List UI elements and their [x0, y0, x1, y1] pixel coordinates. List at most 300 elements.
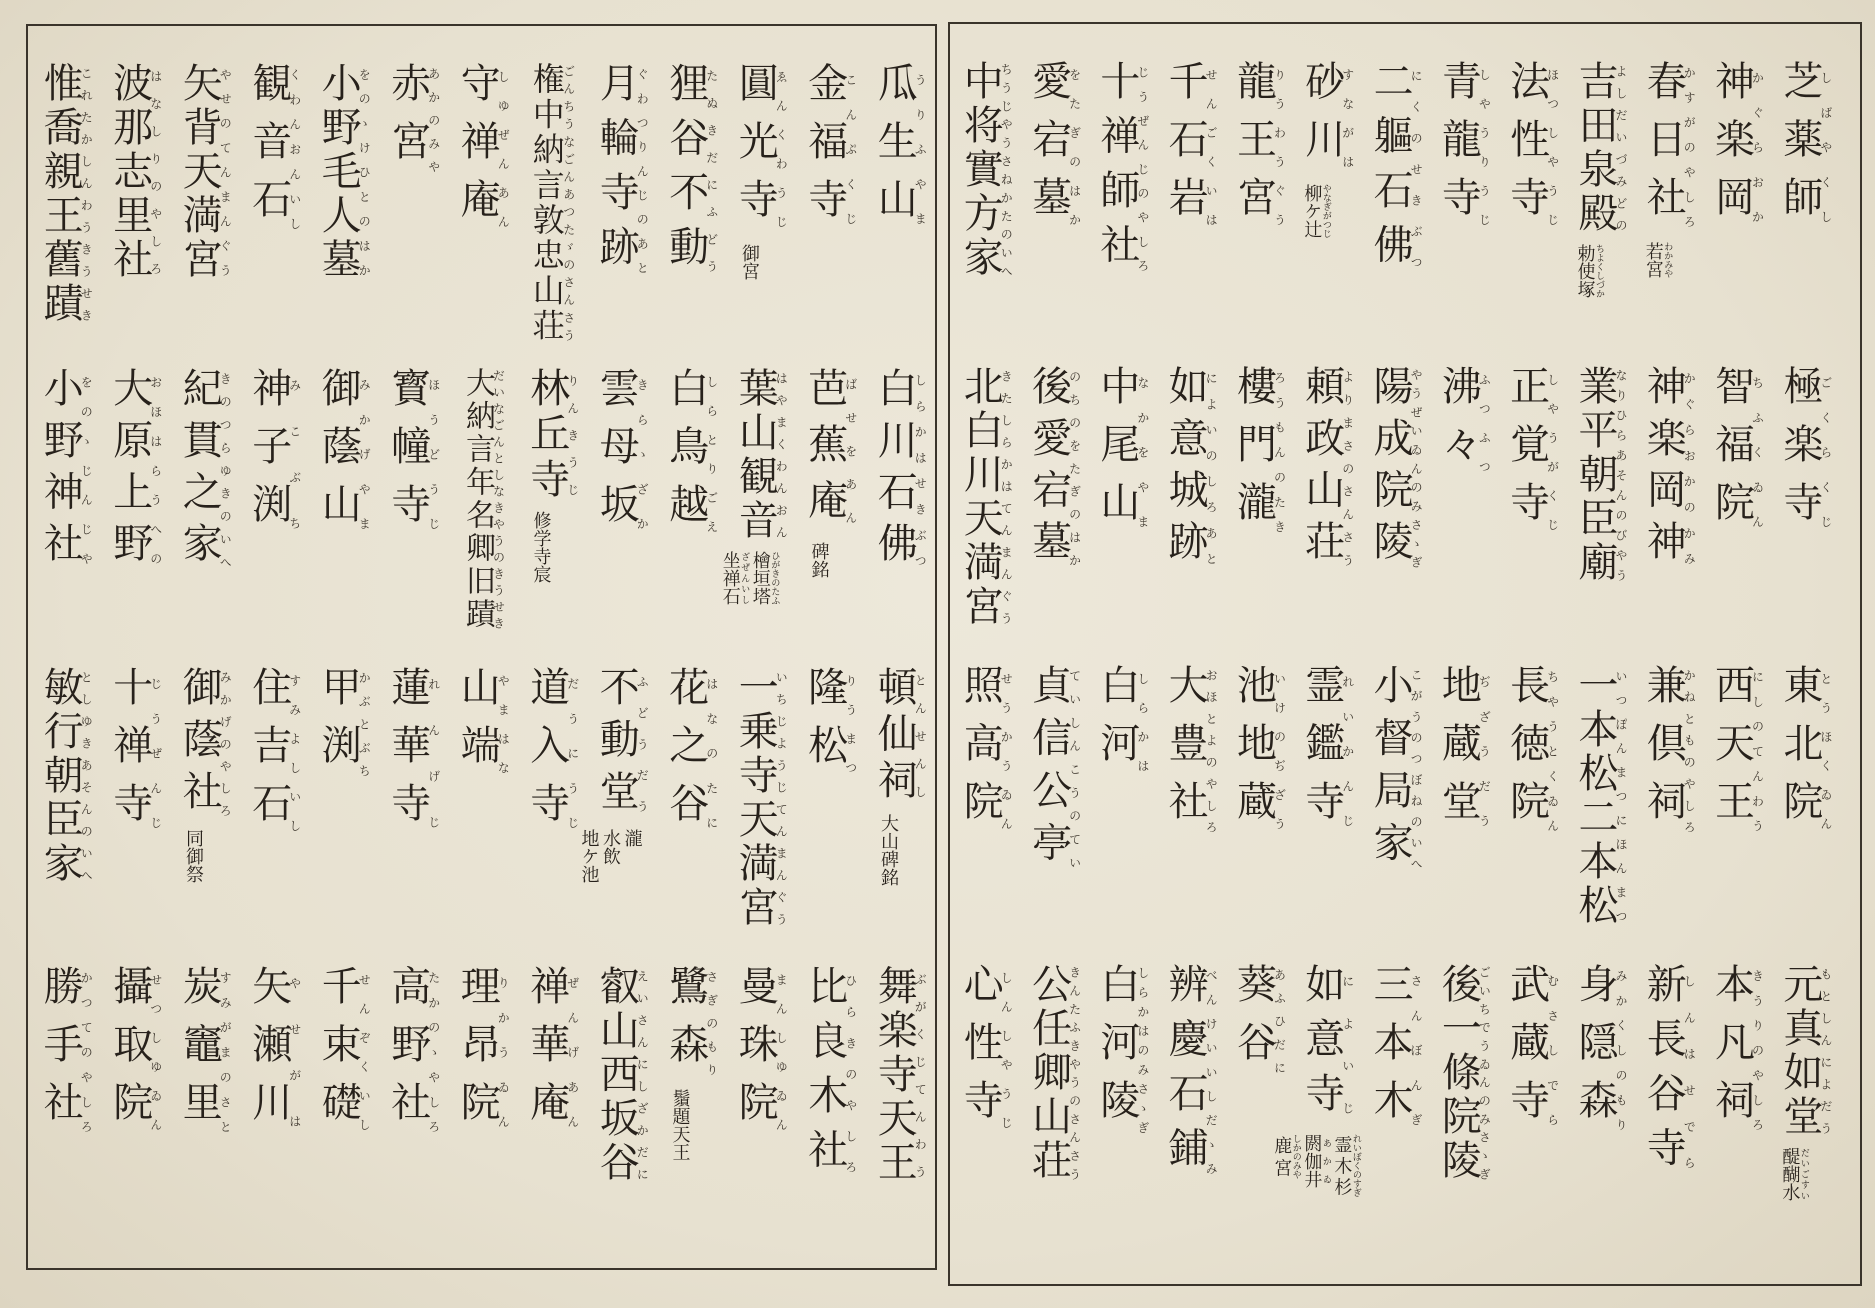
place-reading: によいのしろあと: [1204, 365, 1219, 572]
place-name-ruby: [662, 965, 719, 1081]
place-entry: [1703, 60, 1771, 360]
place-name-ruby: [1708, 963, 1765, 1137]
place-name-ruby: [523, 965, 580, 1139]
place-entry: [310, 367, 380, 652]
place-name-ruby: [245, 367, 302, 541]
place-reading: しらかは: [1135, 664, 1150, 780]
place-name: [527, 62, 576, 344]
place-entry: [101, 62, 171, 362]
place-entry: [1157, 664, 1225, 954]
place-entry: [32, 965, 102, 1265]
place-name: [37, 666, 94, 886]
place-name: [1162, 60, 1219, 234]
place-name-text: 霊鑑寺: [1298, 664, 1345, 838]
place-name-ruby: [454, 666, 511, 782]
place-reading: しらかはのみさゝぎ: [1135, 963, 1150, 1137]
place-name-ruby: [957, 963, 1014, 1137]
place-note-ruby: [531, 511, 552, 583]
place-entry: [866, 62, 936, 362]
place-name-text: 勝手社: [37, 965, 84, 1139]
place-name-text: 法性寺: [1503, 60, 1550, 234]
place-reading: これたかしんわうきうせき: [79, 62, 94, 326]
place-name-ruby: [662, 62, 719, 280]
place-name-ruby: [662, 367, 719, 541]
place-name-text: 矢背天満宮: [176, 62, 223, 282]
place-entry: [518, 666, 588, 956]
place-notes: [719, 551, 779, 605]
right-page: [948, 22, 1862, 1286]
place-name-ruby: [871, 367, 928, 574]
place-reading: しんしやうじ: [999, 963, 1014, 1137]
place-entry: [1362, 963, 1430, 1263]
place-entry: [1225, 365, 1293, 650]
place-note-reading: しかのみや: [1290, 1133, 1301, 1179]
place-entry: [32, 666, 102, 956]
place-name-text: 照高院: [957, 664, 1004, 838]
place-note: [621, 829, 643, 883]
place-entry: [171, 62, 241, 362]
place-reading: おほとよのやしろ: [1204, 664, 1219, 838]
place-entry: [588, 62, 658, 362]
place-reading: りんきうじ: [565, 367, 580, 503]
place-reading: しゆぜんあん: [496, 62, 511, 236]
place-name: [1367, 963, 1424, 1137]
place-name: [315, 62, 372, 282]
place-reading: みかげのやしろ: [218, 666, 233, 822]
place-reading: みかげやま: [357, 367, 372, 541]
place-name-ruby: [1025, 664, 1082, 874]
place-entry: [796, 62, 866, 362]
place-name-ruby: [37, 367, 94, 574]
place-entry: [1772, 365, 1840, 650]
place-entry: [588, 965, 658, 1265]
place-name-text: 地蔵堂: [1435, 664, 1482, 838]
place-name: [732, 666, 789, 930]
place-note: [599, 829, 621, 883]
place-name-text: 芝薬師: [1776, 60, 1823, 234]
place-name-ruby: [1025, 963, 1082, 1183]
place-reading: きのつらゆきのいへ: [218, 367, 233, 574]
place-name-text: 新長谷寺: [1640, 963, 1687, 1181]
place-reading: をのゝじんじや: [79, 367, 94, 574]
place-name: [106, 367, 163, 574]
place-entry: [1157, 60, 1225, 360]
place-reading: せつしゆゐん: [148, 965, 163, 1139]
place-entry: [952, 60, 1020, 360]
place-name-ruby: [1298, 664, 1355, 838]
place-name-ruby: [1162, 60, 1219, 234]
place-name-text: 芭蕉庵: [801, 367, 848, 535]
place-entry: [657, 367, 727, 652]
place-note-text: 水飲: [600, 829, 622, 866]
place-name-ruby: [454, 62, 511, 236]
place-name: [871, 367, 928, 574]
place-notes: [738, 244, 760, 280]
place-name: [1571, 365, 1628, 585]
place-entry: [171, 965, 241, 1265]
place-name-ruby: [1571, 664, 1628, 928]
place-name: [106, 666, 163, 840]
left-page: [26, 24, 937, 1270]
place-name: [871, 965, 928, 1185]
place-name-text: 沸々: [1435, 365, 1482, 481]
place-notes: [877, 814, 899, 886]
place-entry: [240, 62, 310, 362]
place-reading: きらゝざか: [635, 367, 650, 541]
place-name-ruby: [732, 965, 789, 1139]
place-name-text: 西天王: [1708, 664, 1755, 838]
place-note-text: 御宮: [739, 244, 761, 280]
place-name-text: 赤宮: [384, 62, 431, 178]
place-name-ruby: [1640, 664, 1697, 838]
place-reading: はなのたに: [704, 666, 719, 840]
place-entry: [1430, 963, 1498, 1263]
place-name: [176, 965, 233, 1139]
place-name-ruby: [37, 62, 94, 326]
place-name-ruby: [801, 965, 858, 1183]
place-reading: えいさんにしざかだに: [635, 965, 650, 1185]
place-name-ruby: [106, 62, 163, 282]
place-name-text: 中尾山: [1093, 365, 1140, 539]
place-reading: いけのぢざう: [1272, 664, 1287, 838]
place-name: [662, 965, 719, 1081]
place-name-ruby: [1025, 60, 1082, 234]
place-reading: ちうじやうさねかたのいへ: [999, 60, 1014, 280]
place-entry: [952, 664, 1020, 954]
place-name-ruby: [871, 666, 928, 806]
place-name-ruby: [37, 965, 94, 1139]
place-name-ruby: [1367, 60, 1424, 278]
place-name-text: 権中納言敦忠山荘: [527, 62, 566, 344]
place-name: [1298, 365, 1355, 572]
place-name: [801, 62, 858, 236]
place-reading: とうほくゐん: [1818, 664, 1833, 838]
place-name-text: 長徳院: [1503, 664, 1550, 838]
place-name: [384, 666, 441, 840]
place-name: [37, 62, 94, 326]
place-note: [578, 829, 600, 883]
place-reading: うりふやま: [913, 62, 928, 236]
place-entry: [1294, 664, 1362, 954]
place-name-text: 葵谷: [1230, 963, 1277, 1079]
place-name-ruby: [871, 965, 928, 1185]
place-name: [462, 367, 505, 631]
place-note-ruby: [749, 551, 780, 605]
place-entry: [578, 666, 658, 956]
place-name-text: 敏行朝臣家: [37, 666, 84, 886]
place-name-text: 鷺森: [662, 965, 709, 1081]
place-name-text: 山端: [454, 666, 501, 782]
place-name: [245, 62, 302, 236]
place-entry: [1089, 664, 1157, 954]
place-name-text: 舞楽寺天王: [871, 965, 918, 1185]
place-name-ruby: [37, 666, 94, 886]
place-reading: いちじようじてんまんぐう: [774, 666, 789, 930]
place-reading: しんはせでら: [1682, 963, 1697, 1181]
place-name: [662, 367, 719, 541]
place-reading: かすがのやしろ: [1682, 60, 1697, 234]
place-entry: [1430, 664, 1498, 954]
place-notes: [669, 1089, 691, 1161]
place-notes: [1642, 242, 1672, 278]
place-reading: すみよしいし: [287, 666, 302, 840]
place-note-ruby: [1779, 1147, 1809, 1201]
place-reading: ちふくゐん: [1750, 365, 1765, 539]
place-name-text: 理昂院: [454, 965, 501, 1139]
place-name-text: 葉山観音: [732, 367, 779, 543]
place-name-ruby: [315, 62, 372, 282]
place-name-ruby: [1093, 60, 1150, 278]
place-name: [384, 367, 441, 541]
place-name-text: 砂川: [1298, 60, 1345, 176]
place-entry: [866, 367, 936, 652]
place-name-ruby: [1503, 664, 1560, 838]
place-entry: [1635, 365, 1703, 650]
place-name-text: 神楽岡: [1708, 60, 1755, 234]
place-entry: [171, 367, 241, 652]
place-name-text: 陽成院陵: [1367, 365, 1414, 572]
place-name-ruby: [1776, 963, 1833, 1139]
place-name: [523, 666, 580, 840]
place-name-ruby: [384, 965, 441, 1139]
place-entry: [1157, 365, 1225, 650]
place-name-ruby: [957, 664, 1014, 838]
place-reading: かぐらおかのかみ: [1682, 365, 1697, 572]
place-entry: [1020, 963, 1088, 1263]
place-name-ruby: [384, 367, 441, 541]
place-note-reading: あかゐ: [1320, 1133, 1331, 1188]
place-name-ruby: [1230, 365, 1287, 539]
place-reading: かねとものやしろ: [1682, 664, 1697, 838]
place-name-ruby: [106, 666, 163, 840]
place-name: [1162, 365, 1219, 572]
tier-1: [950, 60, 1860, 360]
place-reading: よりまさのさんさう: [1340, 365, 1355, 572]
place-name-text: 攝取院: [106, 965, 153, 1139]
place-name-ruby: [801, 666, 858, 782]
place-name: [957, 664, 1014, 838]
place-note-text: 醍醐水: [1779, 1147, 1801, 1201]
place-name-ruby: [1571, 963, 1628, 1137]
place-name-ruby: [957, 365, 1014, 629]
place-name-ruby: [1093, 963, 1150, 1137]
place-reading: しやうりうじ: [1477, 60, 1492, 234]
place-name: [1708, 365, 1765, 539]
place-entry: [1703, 963, 1771, 1263]
place-entry: [1567, 963, 1635, 1263]
place-entry: [310, 965, 380, 1265]
place-name: [732, 367, 789, 543]
place-entry: [449, 367, 519, 652]
place-name-text: 道入寺: [523, 666, 570, 840]
place-name-text: 寳幢寺: [384, 367, 431, 541]
place-entry: [1225, 963, 1293, 1263]
place-name: [801, 965, 858, 1183]
place-name: [871, 666, 928, 806]
place-name-ruby: [1162, 664, 1219, 838]
place-entry: [1499, 963, 1567, 1263]
place-name-ruby: [1367, 664, 1424, 874]
place-name-text: 隆松: [801, 666, 848, 782]
place-name-ruby: [527, 62, 576, 344]
place-reading: すながは: [1340, 60, 1355, 176]
place-entry: [379, 367, 449, 652]
place-name-text: 雲母坂: [593, 367, 640, 541]
place-name-text: 蓮華寺: [384, 666, 431, 840]
tier-2: [950, 365, 1860, 650]
place-entry: [240, 965, 310, 1265]
place-name-text: 瓜生山: [871, 62, 918, 236]
place-entry: [1772, 664, 1840, 954]
place-name-text: 正覚寺: [1503, 365, 1550, 539]
place-name: [1093, 365, 1150, 539]
place-name-ruby: [1435, 664, 1492, 838]
place-note-ruby: [878, 814, 899, 886]
place-name: [1093, 60, 1150, 278]
place-reading: ぶがくじてんわう: [913, 965, 928, 1185]
place-note-ruby: [622, 829, 643, 847]
place-name: [1367, 365, 1424, 572]
place-name-ruby: [732, 62, 789, 236]
place-name-text: 公任卿山荘: [1025, 963, 1072, 1183]
place-name: [1503, 365, 1560, 539]
place-name-ruby: [523, 666, 580, 840]
place-entry: [727, 62, 797, 362]
tier-2: [28, 367, 935, 652]
place-name: [1230, 664, 1287, 838]
place-name-text: 禅華庵: [523, 965, 570, 1139]
place-notes: [578, 829, 643, 883]
place-entry: [518, 367, 588, 652]
place-name-ruby: [593, 666, 650, 822]
place-reading: まんしゆゐん: [774, 965, 789, 1139]
place-entry: [1499, 664, 1567, 954]
place-note-text: 修学寺宸: [530, 510, 552, 583]
place-name-ruby: [1708, 60, 1765, 234]
place-name: [1230, 365, 1287, 539]
place-note-ruby: [719, 551, 750, 605]
place-name: [37, 367, 94, 574]
place-name-text: 頓仙祠: [871, 666, 918, 806]
place-reading: ごくらくじ: [1818, 365, 1833, 539]
place-name-text: 守禅庵: [454, 62, 501, 236]
place-entry: [379, 666, 449, 956]
place-name-ruby: [732, 666, 789, 930]
place-reading: ぐわつりんじのあと: [635, 62, 650, 280]
place-name-text: 林丘寺: [523, 367, 570, 503]
place-name: [1571, 664, 1628, 928]
place-name: [523, 367, 580, 503]
place-name-text: 神楽岡神: [1640, 365, 1687, 572]
place-name: [176, 367, 233, 574]
place-note: [669, 1089, 691, 1161]
place-entry: [796, 965, 866, 1265]
place-name: [1298, 664, 1355, 838]
place-name-ruby: [1503, 963, 1560, 1137]
place-entry: [1430, 60, 1498, 360]
place-name-text: 曼珠院: [732, 965, 779, 1139]
place-name: [1503, 664, 1560, 838]
place-reading: じうぜんじ: [148, 666, 163, 840]
place-name-text: 十禅寺: [106, 666, 153, 840]
place-reading: あかのみや: [426, 62, 441, 178]
place-reading: ゑんくわうじ: [774, 62, 789, 236]
place-name: [1708, 963, 1765, 1137]
place-name: [454, 666, 511, 782]
place-name: [454, 965, 511, 1139]
place-entry: [952, 963, 1020, 1263]
place-reading: ふどうだう: [635, 666, 650, 822]
place-reading: やまはな: [496, 666, 511, 782]
place-note-text: 地ケ池: [578, 829, 600, 884]
place-name: [1230, 963, 1287, 1079]
place-entry: [1089, 365, 1157, 650]
place-note-reading: やなぎがつじ: [1320, 184, 1331, 238]
place-name-text: 智福院: [1708, 365, 1755, 539]
place-name-ruby: [176, 62, 233, 282]
place-name: [871, 62, 928, 236]
place-name-ruby: [245, 965, 302, 1139]
place-reading: ちやうとくゐん: [1545, 664, 1560, 838]
place-entry: [657, 965, 727, 1265]
place-name: [1640, 60, 1697, 234]
place-name-text: 炭竈里: [176, 965, 223, 1139]
place-entry: [1499, 365, 1567, 650]
place-reading: こんぷくじ: [843, 62, 858, 236]
place-reading: ふつふつ: [1477, 365, 1492, 481]
place-name-ruby: [1367, 365, 1424, 572]
place-note-ruby: [1574, 244, 1604, 298]
place-entry: [1703, 664, 1771, 954]
place-name-ruby: [454, 965, 511, 1139]
place-name-ruby: [1162, 365, 1219, 572]
place-name: [1571, 60, 1628, 236]
place-entry: [518, 965, 588, 1265]
place-reading: はやまくわんおん: [774, 367, 789, 543]
place-note-text: 鬚題天王: [669, 1089, 691, 1161]
place-name-ruby: [1503, 60, 1560, 234]
place-name-text: 龍王宮: [1230, 60, 1277, 234]
place-name-text: 如意城跡: [1162, 365, 1209, 572]
place-name-ruby: [1708, 664, 1765, 838]
place-entry: [796, 666, 866, 956]
place-name-text: 心性寺: [957, 963, 1004, 1137]
place-name: [245, 666, 302, 840]
place-name: [1776, 60, 1833, 234]
place-reading: かぐらおか: [1750, 60, 1765, 234]
place-entry: [1294, 60, 1362, 360]
place-reading: をたぎのはか: [1067, 60, 1082, 234]
place-note: [749, 551, 779, 605]
place-entry: [101, 965, 171, 1265]
place-note: [1574, 244, 1604, 298]
place-name-text: 如意寺: [1298, 963, 1345, 1126]
place-entry: [310, 666, 380, 956]
place-entry: [518, 62, 588, 362]
place-name-ruby: [384, 62, 441, 178]
place-notes: [530, 511, 552, 583]
place-entry: [727, 965, 797, 1265]
place-entry: [1020, 365, 1088, 650]
place-name-text: 池地蔵: [1230, 664, 1277, 838]
place-name: [315, 666, 372, 782]
place-reading: さぎのもり: [704, 965, 719, 1081]
place-name: [593, 367, 650, 541]
place-reading: ごんちうなごんあつたゞのさんさう: [561, 62, 576, 344]
place-name-text: 一本松二本松: [1571, 664, 1618, 928]
place-name-text: 紀貫之家: [176, 367, 223, 574]
place-name: [957, 963, 1014, 1137]
